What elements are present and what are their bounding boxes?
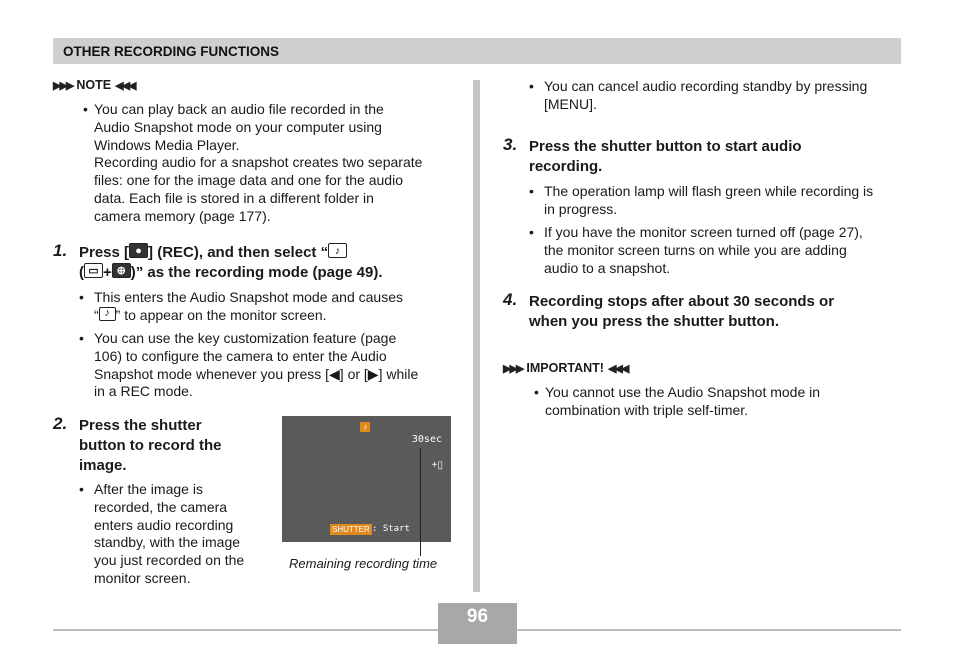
step-1-text: ] (REC), and then select “ [148,244,329,261]
step-3-line: Press the shutter button to start audio [529,138,802,155]
page-number-box [438,603,517,630]
step-2-line: button to record the [79,437,222,454]
bullet-line: you just recorded on the [94,552,245,569]
note-line: Audio Snapshot mode on your computer using [94,118,382,135]
note-line: data. Each file is stored in a different folder in [94,189,374,206]
remaining-time-readout: 30sec [411,434,442,445]
bullet-line: You can use the key customization feature (page [94,330,397,346]
step-3-bullet: • The operation lamp will flash green while recording is in progress. [529,183,909,219]
section-title: OTHER RECORDING FUNCTIONS [63,44,279,59]
bullet-line: monitor screen. [94,569,191,586]
bullet-line: standby, with the image [94,534,241,551]
audio-record-icon: +▯ [431,460,443,471]
triangle-decoration-icon: ◀◀◀ [607,362,628,375]
step-2-line: Press the shutter [79,417,202,434]
note-line: files: one for the image data and one for the audio [94,172,403,189]
camera-icon: ● [129,243,148,258]
step-1-number: 1. [53,241,68,260]
bullet-line: ” to appear on the monitor screen. [115,306,327,323]
step-3-bullet: • If you have the monitor screen turned off (page 27), the monitor screen turns on while you are adding audio to a snapshot. [529,224,909,277]
note-line: You can play back an audio file recorded in the [94,101,384,117]
step-2-instruction [79,416,269,476]
triangle-decoration-icon: ◀◀◀ [115,79,135,92]
bullet-line: After the image is [94,481,203,497]
important-heading [503,361,627,375]
note-line: Windows Media Player. [94,136,240,153]
microphone-icon: ⊕ [112,263,131,278]
important-line: combination with triple self-timer. [545,401,749,418]
step-4-line: Recording stops after about 30 seconds or [529,293,835,310]
step-1-text: + [103,264,112,281]
step-3-number: 3. [503,135,518,154]
bullet-line: the monitor screen turns on while you are adding [544,241,847,258]
shutter-label: SHUTTER [332,525,370,534]
step-3-instruction [529,137,909,177]
bullet-line: audio to a snapshot. [544,259,671,276]
page-number: 96 [466,606,489,627]
note-label: NOTE [76,78,112,92]
bullet-line: 106) to configure the camera to enter the Audio [94,347,387,364]
step-2-number: 2. [53,414,68,433]
note-heading [53,78,135,92]
bullet-line: [MENU]. [544,95,597,112]
start-label: : Start [372,524,410,534]
bullet-line: The operation lamp will flash green while recording is [544,183,874,199]
step-1-instruction [79,243,469,283]
step-1-bullet: • This enters the Audio Snapshot mode and causes “ ♪ ” to appear on the monitor screen. [79,289,459,325]
bullet-line: “ [94,306,99,323]
screen-caption: Remaining recording time [289,556,438,571]
step-1-text: ( [79,264,84,281]
bullet-line: You can cancel audio recording standby by pressing [544,78,868,94]
bullet-line: Snapshot mode whenever you press [◀] or [▶] while [94,365,419,382]
step-4-instruction [529,292,909,332]
note-line: Recording audio for a snapshot creates two separate [94,154,423,171]
page-number-tab [438,630,517,644]
camera-monitor-screen [282,416,451,542]
triangle-decoration-icon: ▶▶▶ [53,79,73,92]
right-top-bullet: • You can cancel audio recording standby by pressing [MENU]. [529,78,909,114]
step-2-line: image. [79,457,127,474]
audio-snapshot-icon: ♪ [328,243,347,258]
important-label: IMPORTANT! [526,361,604,375]
bullet-line: in a REC mode. [94,383,193,400]
step-2-bullet: • After the image is recorded, the camera enters audio recording standby, with the image you just recorded on the monitor screen. [79,481,269,588]
bullet-line: This enters the Audio Snapshot mode and causes [94,289,403,305]
section-header [53,38,901,64]
important-line: You cannot use the Audio Snapshot mode in [545,384,821,400]
step-1-text: Press [ [79,244,130,261]
bullet-line: recorded, the camera [94,498,228,515]
audio-snapshot-icon: ♪ [99,307,116,321]
triangle-decoration-icon: ▶▶▶ [503,362,523,375]
step-1-bullet: • You can use the key customization feature (page 106) to configure the camera to enter the Audio Snapshot mode whenever you press [◀] or [▶] while in a REC mode. [79,330,459,401]
bullet-line: enters audio recording [94,516,234,533]
step-3-line: recording. [529,158,603,175]
audio-snapshot-icon: ♪ [360,422,370,432]
important-bullet: • You cannot use the Audio Snapshot mode in combination with triple self-timer. [534,384,904,420]
bullet-line: If you have the monitor screen turned off (page 27), [544,224,863,240]
step-4-number: 4. [503,290,518,309]
step-1-text: )” as the recording mode (page 49). [130,264,383,281]
bullet-line: in progress. [544,200,618,217]
callout-line [420,448,421,556]
note-bullet: • You can play back an audio file recorded in the Audio Snapshot mode on your computer using Windows Media Player. Recording audio for a snapshot creates two separate files: one for the image data and one for the audio data. Each file is stored in a different folder in camera memory (page 177). [83,101,463,226]
note-line: camera memory (page 177). [94,207,271,224]
step-4-line: when you press the shutter button. [529,313,780,330]
column-divider [473,80,480,592]
frame-icon: ▭ [84,263,103,278]
